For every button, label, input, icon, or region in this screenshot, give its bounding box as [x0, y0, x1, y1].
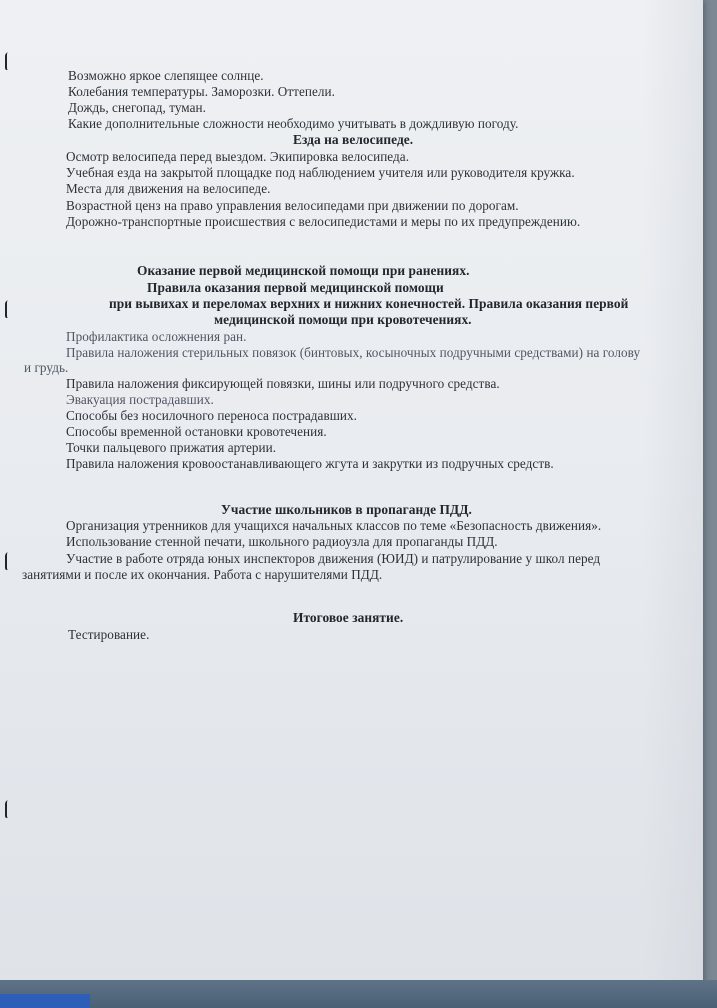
list-item: Профилактика осложнения ран.: [66, 329, 247, 344]
list-item: Правила наложения стерильных повязок (бинтовых, косыночных подручными средствами) на голову: [66, 345, 641, 360]
list-item: Точки пальцевого прижатия артерии.: [66, 440, 277, 455]
section-heading: Правила оказания первой медицинской помощи: [147, 280, 444, 295]
list-item: Эвакуация пострадавших.: [66, 392, 214, 407]
section-heading: Оказание первой медицинской помощи при ранениях.: [137, 263, 470, 278]
list-item: Дорожно-транспортные происшествия с велосипедистами и меры по их предупреждению.: [66, 214, 581, 229]
binder-hole-mark: [5, 799, 11, 819]
table-object: [0, 994, 90, 1008]
list-item: Организация утренников для учащихся начальных классов по теме «Безопасность движения».: [66, 518, 602, 533]
list-item: Места для движения на велосипеде.: [66, 181, 271, 196]
text-line: Колебания температуры. Заморозки. Оттепели.: [68, 84, 335, 99]
text-line: Дождь, снегопад, туман.: [68, 100, 206, 115]
list-item: и грудь.: [24, 360, 69, 375]
list-item: Тестирование.: [68, 627, 150, 642]
binder-hole-mark: [5, 551, 11, 571]
section-heading: при вывихах и переломах верхних и нижних конечностей. Правила оказания первой: [109, 296, 629, 311]
binder-hole-mark: [5, 51, 11, 71]
text-line: Возможно яркое слепящее солнце.: [68, 68, 264, 83]
list-item: Правила наложения фиксирующей повязки, шины или подручного средства.: [66, 376, 500, 391]
text-line: Какие дополнительные сложности необходимо учитывать в дождливую погоду.: [68, 116, 519, 131]
list-item: занятиями и после их окончания. Работа с нарушителями ПДД.: [22, 567, 383, 582]
list-item: Способы временной остановки кровотечения.: [66, 424, 327, 439]
section-heading: Итоговое занятие.: [293, 610, 404, 625]
list-item: Использование стенной печати, школьного радиоузла для пропаганды ПДД.: [66, 534, 498, 549]
section-heading: Езда на велосипеде.: [293, 132, 414, 147]
list-item: Способы без носилочного переноса пострадавших.: [66, 408, 358, 423]
list-item: Учебная езда на закрытой площадке под наблюдением учителя или руководителя кружка.: [66, 165, 575, 180]
section-heading: Участие школьников в пропаганде ПДД.: [221, 502, 472, 517]
list-item: Осмотр велосипеда перед выездом. Экипировка велосипеда.: [66, 149, 410, 164]
section-heading: медицинской помощи при кровотечениях.: [214, 312, 472, 327]
table-surface: [0, 980, 717, 1008]
list-item: Правила наложения кровоостанавливающего жгута и закрутки из подручных средств.: [66, 456, 554, 471]
list-item: Участие в работе отряда юных инспекторов движения (ЮИД) и патрулирование у школ перед: [66, 551, 601, 566]
list-item: Возрастной ценз на право управления велосипедами при движении по дорогам.: [66, 198, 519, 213]
binder-hole-mark: [5, 299, 11, 319]
